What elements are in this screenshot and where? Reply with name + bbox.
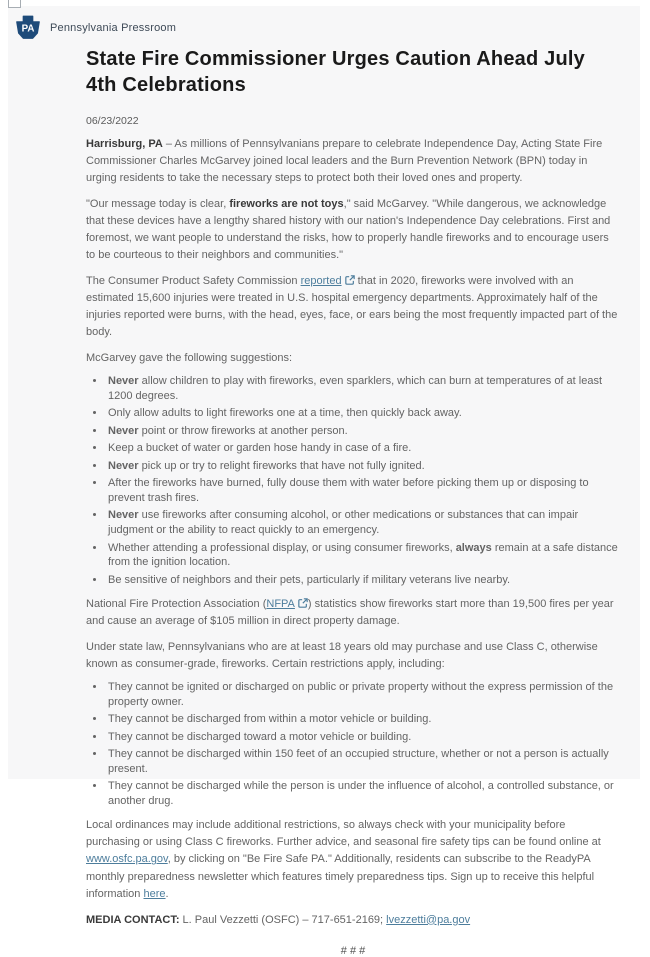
bold-text: Never [108, 375, 139, 388]
bold-text: Harrisburg, PA [86, 137, 163, 150]
text: They cannot be ignited or discharged on public or private property without the express permission of the property owner. [108, 681, 614, 708]
osfc-website-link[interactable]: www.osfc.pa.gov [86, 853, 168, 866]
bold-text: Never [108, 459, 139, 472]
keystone-icon [15, 15, 41, 40]
reported-link[interactable]: reported [301, 275, 355, 287]
bold-text: MEDIA CONTACT: [86, 913, 180, 926]
list-item [106, 441, 620, 456]
paragraph [86, 639, 620, 673]
article-body [86, 136, 620, 957]
text: that in 2020, fireworks were involved with an estimated 15,600 injuries were treated in U.S. hospital emergency departments. Approximately half of the injuries reported were burns, with the head, eyes, face, or ears being the most frequently impacted part of the body. [86, 275, 618, 339]
text: pick up or try to relight fireworks that have not fully ignited. [138, 459, 425, 472]
paragraph [86, 350, 620, 367]
list-item [106, 747, 620, 776]
text: They cannot be discharged toward a motor vehicle or building. [108, 730, 412, 743]
external-link-icon [345, 275, 355, 285]
nfpa-link[interactable]: NFPA [266, 598, 308, 610]
text: Only allow adults to light fireworks one at a time, then quickly back away. [108, 407, 462, 420]
text: L. Paul Vezzetti (OSFC) – 717-651-2169; [179, 913, 387, 926]
text: allow children to play with fireworks, even sparklers, which can burn at temperatures of at least 1200 degrees. [108, 375, 603, 402]
list-item [106, 680, 620, 709]
paragraph [86, 817, 620, 902]
paragraph [86, 273, 620, 341]
text: ," said McGarvey. "While dangerous, we acknowledge that these devices have a lengthy shared history with our nation's Independence Day celebrations. First and foremost, we want people to understand the risks, how to properly handle fireworks and to encourage users to be courteous to their neighbors and communities." [86, 197, 611, 262]
list-item [106, 573, 620, 588]
list-item [106, 424, 620, 439]
svg-text:PA: PA [21, 23, 35, 35]
text: , by clicking on "Be Fire Safe PA." Additionally, residents can subscribe to the ReadyPA monthly preparedness newsletter which features timely preparedness tips. Sign up to receive this helpful information [86, 853, 595, 900]
paragraph [86, 136, 620, 187]
text: The Consumer Product Safety Commission [86, 275, 301, 288]
list-item [106, 730, 620, 745]
article [86, 46, 620, 957]
text: McGarvey gave the following suggestions: [86, 352, 293, 365]
list-item [106, 374, 620, 403]
list-item [106, 508, 620, 537]
text: They cannot be discharged while the person is under the influence of alcohol, a controlled substance, or another drug. [108, 780, 614, 807]
text: – As millions of Pennsylvanians prepare to celebrate Independence Day, Acting State Fire Commissioner Charles McGarvey joined local leaders and the Burn Prevention Network (BPN) today in urging residents to take the necessary steps to protect both their loved ones and property. [86, 137, 603, 184]
text: National Fire Protection Association ( [86, 598, 267, 611]
external-link-icon [298, 598, 308, 608]
list-item [106, 476, 620, 505]
corner-artifact [8, 0, 21, 8]
list-item [106, 459, 620, 474]
site-header [8, 6, 640, 40]
bullet-list [86, 680, 620, 808]
text: They cannot be discharged within 150 feet of an occupied structure, whether or not a person is actually present. [108, 748, 609, 775]
text: point or throw fireworks at another person. [138, 424, 348, 437]
signup-here-link[interactable]: here [143, 887, 166, 900]
text: . [165, 887, 169, 900]
list-item [106, 406, 620, 421]
text: They cannot be discharged from within a motor vehicle or building. [108, 713, 432, 726]
list-item [106, 779, 620, 808]
brand-name[interactable]: Pennsylvania Pressroom [50, 21, 177, 34]
text: ) statistics show fireworks start more than 19,500 fires per year and cause an average of $105 million in direct property damage. [86, 598, 614, 628]
list-item [106, 712, 620, 727]
pa-keystone-logo[interactable] [15, 15, 41, 40]
article-title: State Fire Commissioner Urges Caution Ahead July 4th Celebrations [86, 48, 585, 97]
bold-text: always [455, 541, 492, 554]
end-mark [86, 945, 620, 957]
text: After the fireworks have burned, fully douse them with water before picking them up or disposing to prevent trash fires. [108, 477, 589, 504]
paragraph [86, 912, 620, 929]
bold-text: Never [108, 509, 139, 522]
pressroom-panel [8, 6, 640, 957]
list-item [106, 541, 620, 570]
paragraph [86, 196, 620, 264]
text: remain at a safe distance from the ignition location. [108, 541, 618, 569]
text: Local ordinances may include additional restrictions, so always check with your municipality before purchasing or using Class C fireworks. Further advice, and seasonal fire safety tips can be found online at [86, 819, 601, 849]
text: "Our message today is clear, [86, 197, 230, 210]
text: Be sensitive of neighbors and their pets, particularly if military veterans live nearby. [108, 573, 511, 586]
article-date: 06/23/2022 [86, 114, 139, 127]
text: Under state law, Pennsylvanians who are at least 18 years old may purchase and use Class C, otherwise known as consumer-grade, fireworks. Certain restrictions apply, including: [86, 641, 598, 671]
bold-text: fireworks are not toys [229, 197, 344, 210]
media-email-link[interactable]: lvezzetti@pa.gov [386, 913, 471, 926]
text: Keep a bucket of water or garden hose handy in case of a fire. [108, 442, 412, 455]
bullet-list [86, 374, 620, 587]
text: use fireworks after consuming alcohol, or other medications or substances that can impair judgment or the ability to react quickly to an emergency. [108, 509, 579, 536]
paragraph [86, 596, 620, 630]
text: Whether attending a professional display, or using consumer fireworks, [108, 541, 456, 554]
bold-text: Never [108, 424, 139, 437]
text: # # # [340, 944, 366, 957]
